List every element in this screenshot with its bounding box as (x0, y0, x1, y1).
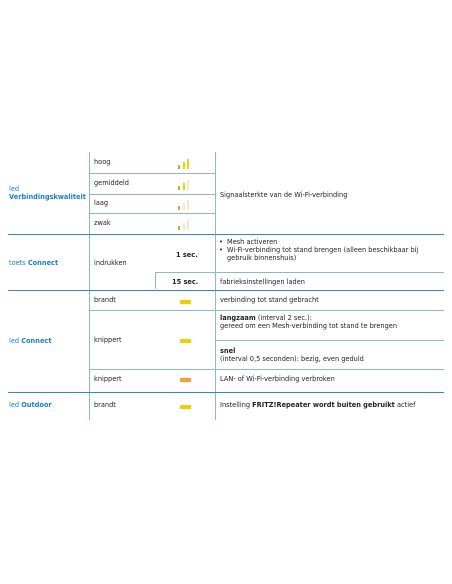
signal-bar (178, 165, 180, 169)
signal-bar (183, 183, 185, 190)
led-orange-icon (180, 378, 191, 382)
press-duration-short: 1 sec. (176, 251, 198, 259)
outdoor-led-description (220, 401, 415, 409)
label-prefix: led (9, 337, 20, 345)
list-item: • Wi-Fi-verbinding tot stand brengen (alleen beschikbaar bij gebruik binnenshuis) (219, 246, 443, 262)
desc-bold: FRITZ!Repeater wordt buiten gebruikt (252, 401, 395, 409)
signal-bars-icon (178, 157, 192, 169)
label-name: Connect (27, 259, 59, 267)
signal-bar (187, 180, 189, 190)
section-separator (8, 392, 444, 393)
connect-button-label (9, 259, 58, 267)
row-separator (89, 369, 444, 370)
signal-bar (183, 203, 185, 210)
row-separator (89, 310, 444, 311)
outdoor-led-label (9, 401, 52, 409)
list-item: • Mesh activeren (219, 238, 443, 246)
connect-led-state: knippert (94, 375, 122, 383)
label-name: Connect (21, 337, 52, 345)
label-prefix: led (9, 401, 20, 409)
row-separator (215, 340, 444, 341)
section-separator (8, 234, 444, 235)
signal-state-gemiddeld: gemiddeld (94, 179, 129, 187)
signal-state-laag: laag (94, 199, 109, 207)
led-yellow-icon (180, 405, 191, 409)
blink-slow-title: langzaam (220, 314, 256, 322)
connect-led-state: knippert (94, 336, 122, 344)
blink-fast-text: (interval 0,5 seconden): bezig, even geduld (220, 355, 364, 364)
signal-state-zwak: zwak (94, 219, 111, 227)
signal-bar (183, 162, 185, 169)
signal-bar (178, 186, 180, 190)
row-separator (155, 272, 444, 273)
blink-slow-interval: (interval 2 sec.): (255, 314, 312, 322)
long-press-description: fabrieksinstellingen laden (220, 278, 305, 286)
label-name: Verbindingskwaliteit (9, 193, 86, 202)
connect-led-description: LAN- of Wi-Fi-verbinding verbroken (220, 375, 335, 383)
blink-fast-title: snel (220, 347, 236, 355)
column-divider-1 (89, 152, 90, 420)
signal-bar (183, 223, 185, 230)
signal-bar (178, 226, 180, 230)
signal-bars-icon (178, 178, 192, 190)
led-yellow-icon (180, 300, 191, 304)
signal-bars-icon (178, 218, 192, 230)
desc-suffix: actief (394, 401, 416, 409)
signal-bar (187, 159, 189, 169)
led-yellow-icon (180, 339, 191, 343)
blink-slow-text: gereed om een Mesh-verbinding tot stand te brengen (220, 322, 398, 331)
section-separator (8, 290, 444, 291)
press-duration-long: 15 sec. (172, 278, 199, 286)
row-separator (89, 213, 215, 214)
connect-led-description: verbinding tot stand gebracht (220, 296, 319, 304)
row-separator (89, 173, 215, 174)
signal-bar (178, 206, 180, 210)
outdoor-led-state: brandt (94, 401, 116, 409)
connect-button-action: indrukken (94, 259, 127, 267)
signal-bar (187, 220, 189, 230)
blink-fast-description (220, 347, 442, 363)
label-prefix: led (9, 185, 20, 193)
column-divider-3 (215, 152, 216, 420)
connect-led-state: brandt (94, 296, 116, 304)
blink-slow-description (220, 314, 442, 330)
signal-description: Signaalsterkte van de Wi-Fi-verbinding (220, 191, 348, 199)
signal-state-hoog: hoog (94, 158, 111, 166)
signal-led-label (9, 185, 86, 201)
label-prefix: toets (9, 259, 26, 267)
row-separator (89, 194, 215, 195)
desc-prefix: Instelling (220, 401, 253, 409)
short-press-list (219, 238, 443, 263)
label-name: Outdoor (21, 401, 52, 409)
column-divider-2-short (155, 272, 156, 289)
signal-bars-icon (178, 198, 192, 210)
connect-led-label (9, 337, 51, 345)
signal-bar (187, 200, 189, 210)
